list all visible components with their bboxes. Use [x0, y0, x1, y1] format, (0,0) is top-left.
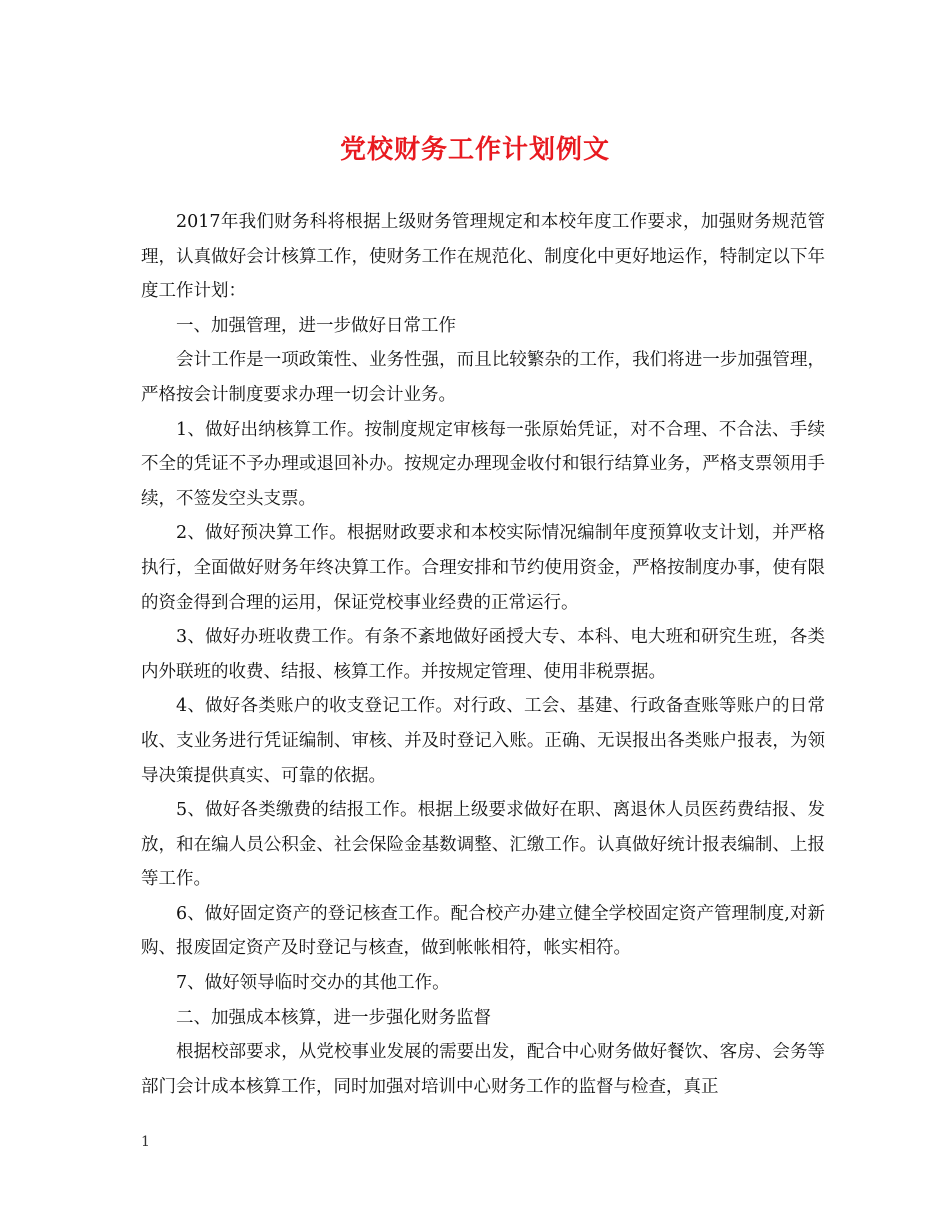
- document-body: [141, 205, 825, 1104]
- list-item: 5、做好各类缴费的结报工作。根据上级要求做好在职、离退休人员医药费结报、发放，和在编人员公积金、社会保险金基数调整、汇缴工作。认真做好统计报表编制、上报等工作。: [141, 800, 825, 890]
- list-item: 7、做好领导临时交办的其他工作。: [176, 973, 450, 994]
- paragraph-intro: 2017年我们财务科将根据上级财务管理规定和本校年度工作要求，加强财务规范管理，认真做好会计核算工作，使财务工作在规范化、制度化中更好地运作，特制定以下年度工作计划：: [141, 212, 825, 302]
- list-item: 1、做好出纳核算工作。按制度规定审核每一张原始凭证，对不合理、不合法、手续不全的凭证不予办理或退回补办。按规定办理现金收付和银行结算业务，严格支票领用手续，不签发空头支票。: [141, 419, 825, 509]
- list-item: 6、做好固定资产的登记核查工作。配合校产办建立健全学校固定资产管理制度,对新购、报废固定资产及时登记与核查，做到帐帐相符，帐实相符。: [141, 903, 825, 959]
- section-heading-2: 二、加强成本核算，进一步强化财务监督: [176, 1007, 491, 1028]
- document-title: 党校财务工作计划例文: [339, 135, 610, 165]
- section-heading-1: 一、加强管理，进一步做好日常工作: [176, 315, 456, 336]
- list-item: 3、做好办班收费工作。有条不紊地做好函授大专、本科、电大班和研究生班，各类内外联班的收费、结报、核算工作。并按规定管理、使用非税票据。: [141, 627, 825, 682]
- list-item: 2、做好预决算工作。根据财政要求和本校实际情况编制年度预算收支计划，并严格执行，全面做好财务年终决算工作。合理安排和节约使用资金，严格按制度办事，使有限的资金得到合理的运用，保证党校事业经费的正常运行。: [141, 523, 825, 613]
- paragraph: 根据校部要求，从党校事业发展的需要出发，配合中心财务做好餐饮、客房、会务等部门会计成本核算工作，同时加强对培训中心财务工作的监督与检查，真正: [141, 1042, 825, 1097]
- list-item: 4、做好各类账户的收支登记工作。对行政、工会、基建、行政备查账等账户的日常收、支业务进行凭证编制、审核、并及时登记入账。正确、无误报出各类账户报表，为领导决策提供真实、可靠的依据。: [141, 696, 825, 786]
- page-number: 1: [141, 1134, 150, 1150]
- paragraph: 会计工作是一项政策性、业务性强，而且比较繁杂的工作，我们将进一步加强管理，严格按会计制度要求办理一切会计业务。: [141, 350, 825, 405]
